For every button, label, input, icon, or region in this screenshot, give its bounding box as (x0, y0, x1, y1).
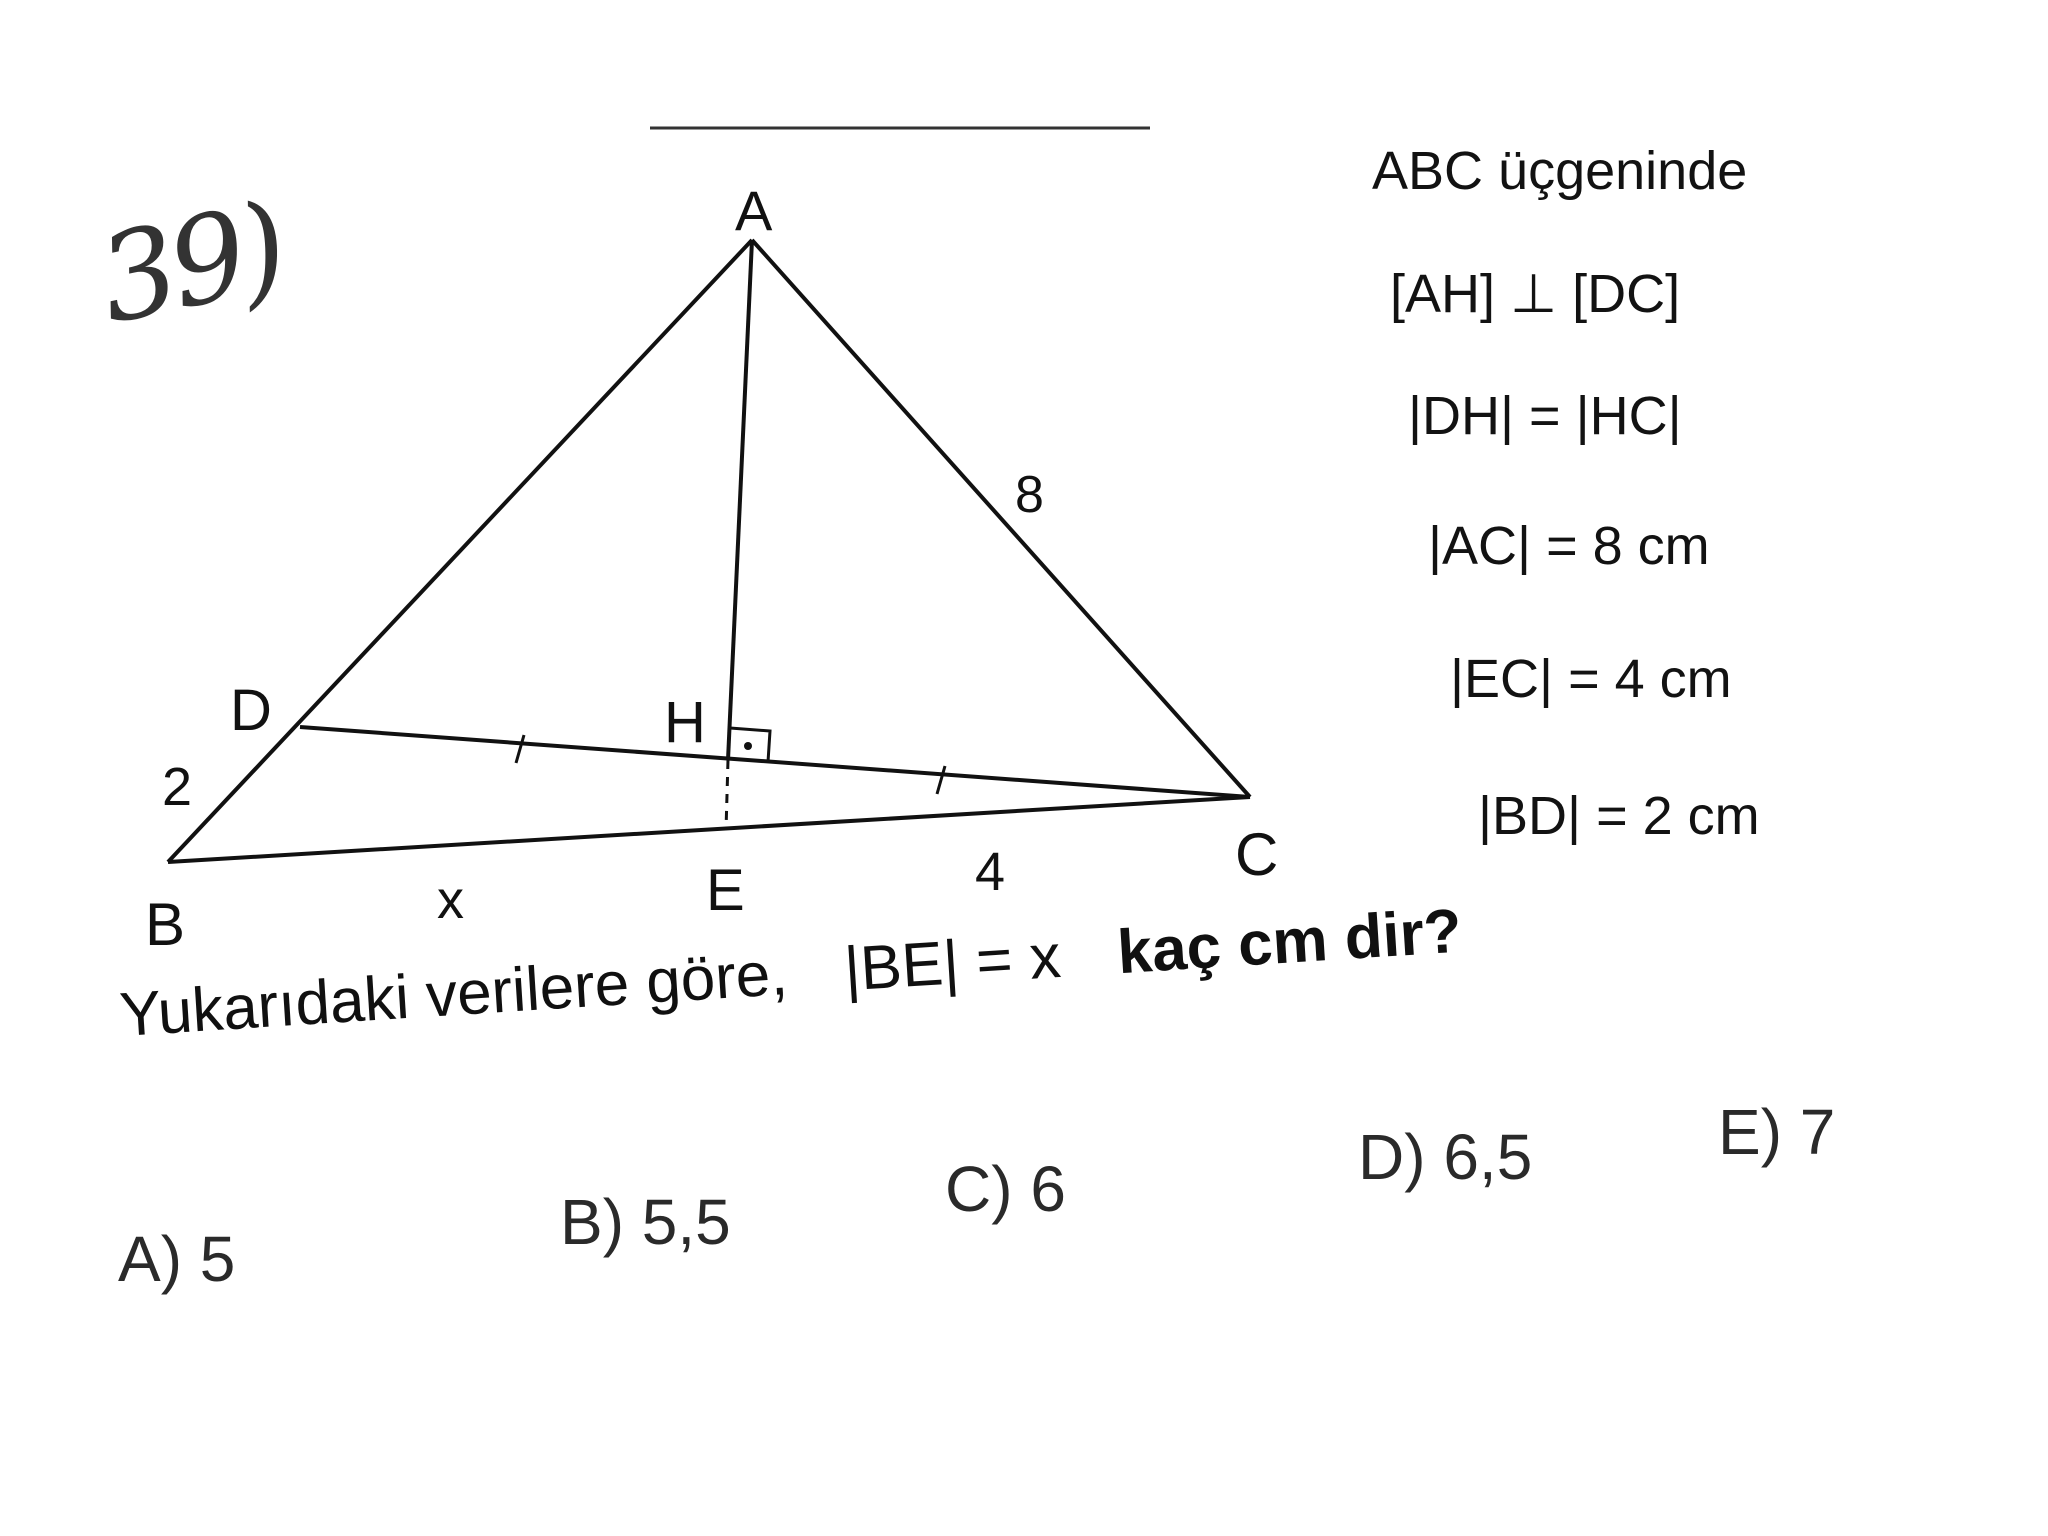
option-c[interactable]: C) 6 (945, 1153, 1066, 1225)
question-prefix: Yukarıdaki verilere göre, (117, 939, 790, 1050)
option-a[interactable]: A) 5 (118, 1223, 236, 1295)
altitude-ah (728, 240, 752, 760)
vertex-e-label: E (706, 858, 745, 923)
vertex-d-label: D (230, 678, 272, 743)
option-e[interactable]: E) 7 (1718, 1096, 1836, 1168)
question-suffix: kaç cm dir? (1115, 896, 1464, 988)
side-ec-length-label: 4 (975, 842, 1006, 902)
tick-dh (516, 735, 524, 763)
segment-he (726, 760, 728, 830)
given-line-4: |AC| = 8 cm (1428, 516, 1710, 576)
given-line-2: [AH] ⊥ [DC] (1390, 264, 1681, 324)
option-d[interactable]: D) 6,5 (1358, 1121, 1533, 1193)
side-bd-length-label: 2 (162, 757, 193, 817)
given-line-1: ABC üçgeninde (1372, 141, 1748, 201)
tick-hc (937, 766, 945, 794)
side-bc (168, 797, 1250, 862)
vertex-h-label: H (664, 690, 706, 755)
side-be-length-label: x (437, 870, 464, 930)
vertex-b-label: B (145, 891, 186, 958)
given-line-6: |BD| = 2 cm (1478, 786, 1760, 846)
vertex-a-label: A (735, 179, 773, 242)
option-b[interactable]: B) 5,5 (560, 1186, 731, 1258)
side-ab (168, 240, 752, 862)
given-line-5: |EC| = 4 cm (1450, 649, 1732, 709)
segment-dc (300, 727, 1250, 797)
right-angle-dot (744, 742, 752, 750)
vertex-c-label: C (1235, 821, 1279, 888)
side-ac (752, 240, 1250, 797)
side-ac-length-label: 8 (1015, 466, 1044, 524)
question-expression: |BE| = x (842, 921, 1063, 1005)
given-line-3: |DH| = |HC| (1408, 386, 1682, 446)
question-number: 39) (87, 177, 294, 352)
